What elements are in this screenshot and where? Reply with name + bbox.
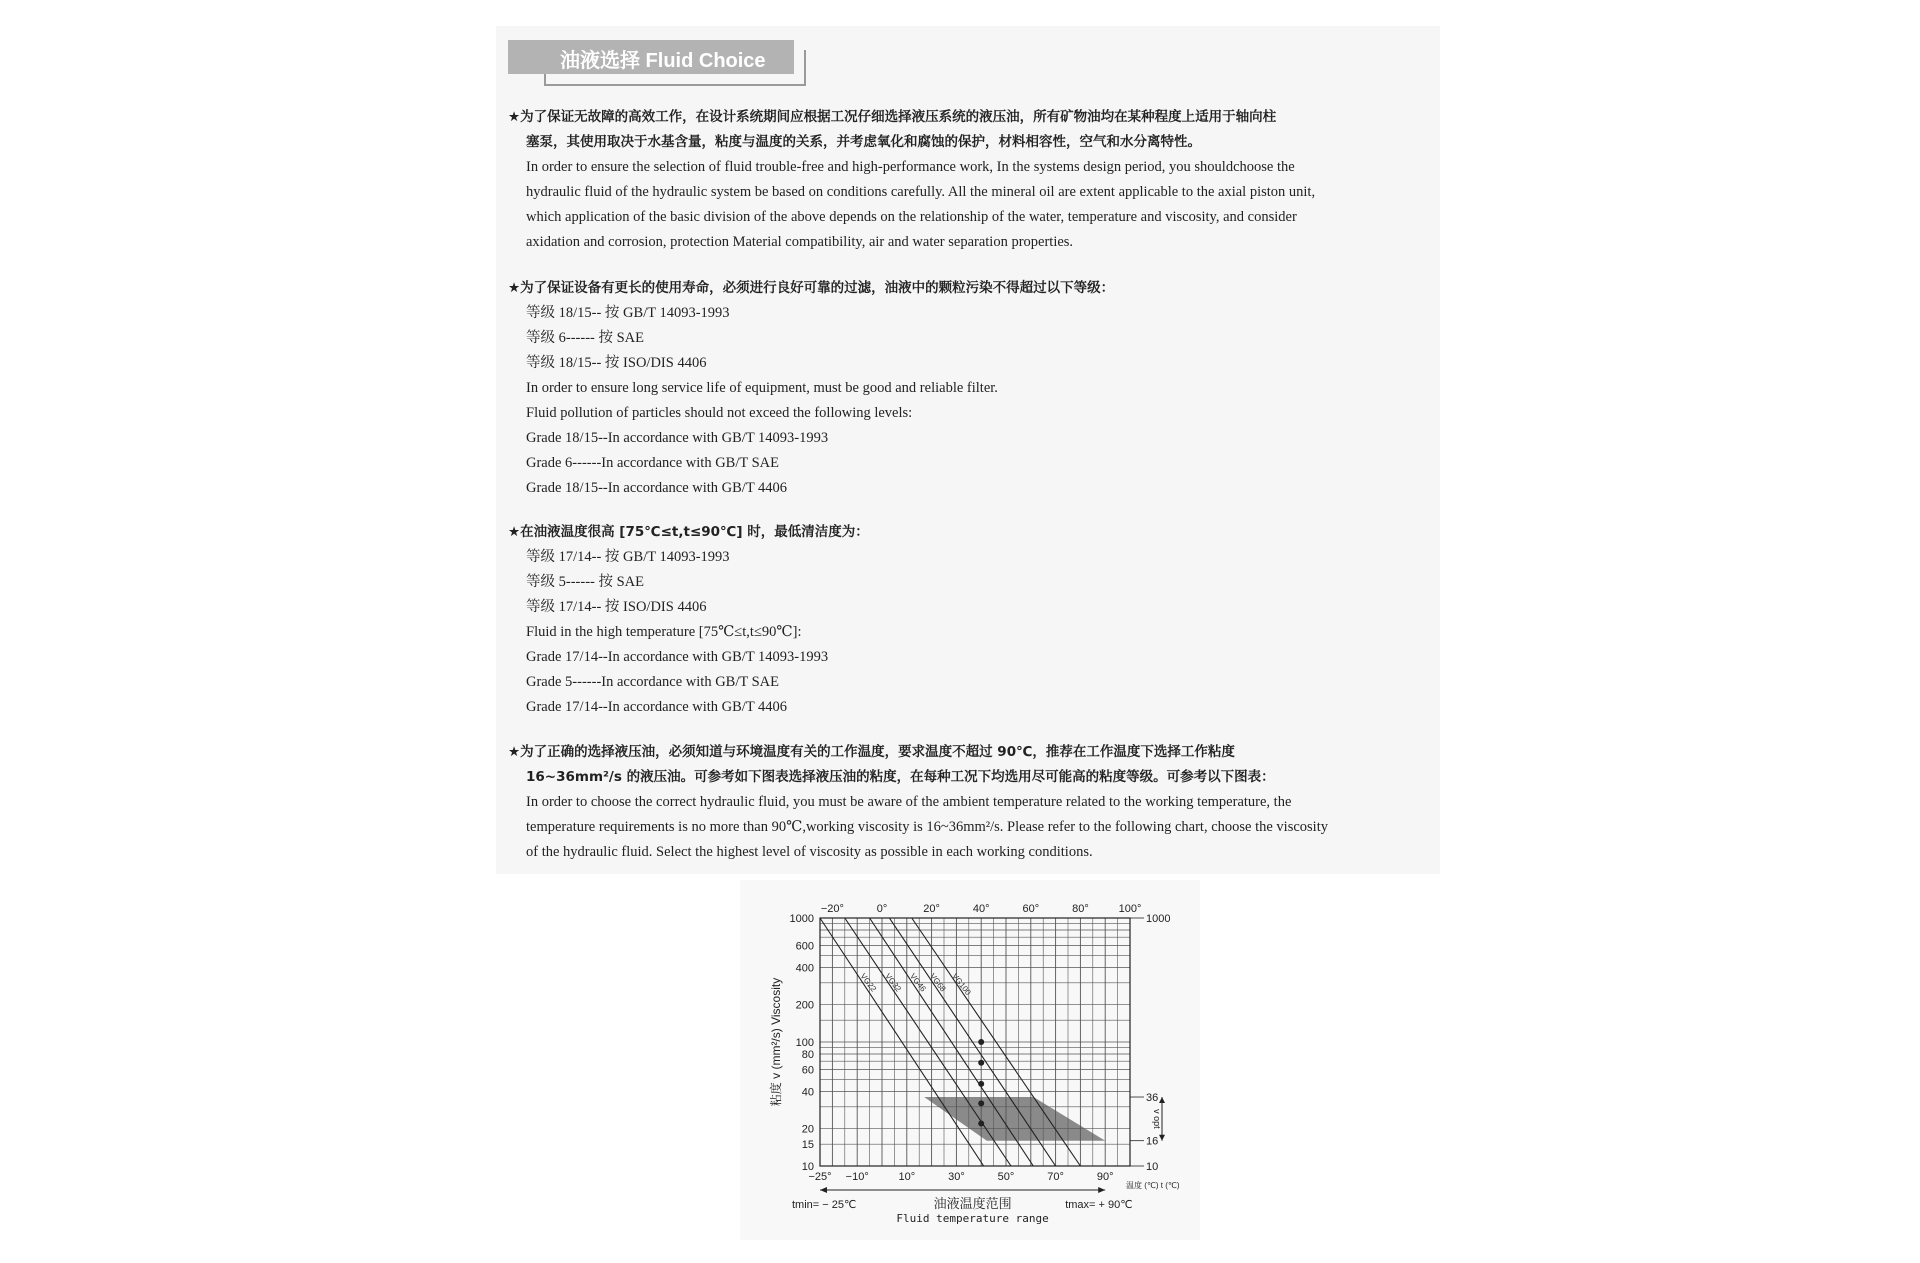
x-tick-label-bottom: 10° <box>898 1171 916 1183</box>
series-label: VG100 <box>950 971 973 997</box>
text-line: which application of the basic division of the above depends on the relationship of the water, temperature and viscosity, and consider <box>526 209 1297 225</box>
y-tick-label: 40 <box>801 1086 814 1099</box>
y-tick-label: 1000 <box>789 913 814 925</box>
data-point <box>978 1100 984 1106</box>
y-tick-label: 200 <box>795 999 814 1012</box>
header-decoration <box>544 84 806 86</box>
paragraph-filtration <box>508 276 1438 501</box>
y-tick-label-right: 10 <box>1146 1161 1159 1173</box>
text-line: ★为了正确的选择液压油，必须知道与环境温度有关的工作温度，要求温度不超过 90℃，推荐在工作温度下选择工作粘度 <box>508 744 1235 760</box>
text-line: 等级 5------ 按 SAE <box>526 574 644 590</box>
data-point <box>978 1081 984 1087</box>
text-line: Fluid in the high temperature [75℃≤t,t≤90℃]: <box>526 624 802 640</box>
series-label: VG32 <box>883 971 903 994</box>
data-point <box>978 1039 984 1045</box>
text-line: Fluid pollution of particles should not exceed the following levels: <box>526 405 913 421</box>
x-tick-label-bottom: 70° <box>1047 1171 1064 1183</box>
range-arrowhead <box>1098 1187 1105 1193</box>
text-line: ★在油液温度很高 [75℃≤t,t≤90℃] 时，最低清洁度为： <box>508 524 869 540</box>
y-tick-label: 600 <box>795 940 814 953</box>
y-tick-label: 60 <box>801 1064 814 1077</box>
x-tick-label-top: −20° <box>820 903 844 915</box>
paragraph-high-temperature <box>508 520 1438 720</box>
x-tick-label-bottom: −10° <box>845 1171 869 1183</box>
text-line: 等级 6------ 按 SAE <box>526 330 644 346</box>
x-axis-title-en: Fluid temperature range <box>896 1212 1049 1225</box>
text-line: 等级 17/14-- 按 ISO/DIS 4406 <box>526 599 707 615</box>
x-tick-label-top: 20° <box>923 903 940 915</box>
x-unit-label: 温度 (℃) t (℃) <box>1126 1181 1180 1190</box>
text-line: 塞泵，其使用取决于水基含量，粘度与温度的关系，并考虑氧化和腐蚀的保护，材料相容性，空气和水分离特性。 <box>526 134 1201 150</box>
text-line: axidation and corrosion, protection Material compatibility, air and water separation properties. <box>526 234 1074 250</box>
y-tick-label: 80 <box>801 1049 814 1062</box>
x-tick-label-top: 100° <box>1118 903 1142 915</box>
y-tick-label: 100 <box>795 1037 814 1049</box>
y-tick-label: 10 <box>801 1161 814 1173</box>
text-line: 等级 18/15-- 按 ISO/DIS 4406 <box>526 355 707 371</box>
text-line: hydraulic fluid of the hydraulic system be based on conditions carefully. All the mineral oil are extent applicable to the axial piston unit, <box>526 184 1316 200</box>
text-line: In order to ensure the selection of fluid trouble-free and high-performance work, In the systems design period, you shouldchoose the <box>526 159 1295 175</box>
header-decoration <box>544 74 546 84</box>
x-tick-label-bottom: 90° <box>1096 1171 1114 1183</box>
text-line: temperature requirements is no more than 90℃,working viscosity is 16~36mm²/s. Please refer to the following chart, choose the viscosity <box>526 819 1328 835</box>
text-line: Grade 17/14--In accordance with GB/T 4406 <box>526 699 788 715</box>
y-tick-label: 15 <box>801 1139 814 1152</box>
section-header <box>508 40 808 86</box>
data-point <box>978 1060 984 1066</box>
chart-svg <box>740 880 1200 1240</box>
x-tick-label-bottom: 30° <box>948 1171 965 1183</box>
x-tick-label-bottom: −25° <box>808 1171 832 1183</box>
series-label: VG46 <box>908 971 928 994</box>
text-line: Grade 6------In accordance with GB/T SAE <box>526 455 779 471</box>
header-decoration <box>804 50 806 84</box>
x-tick-label-bottom: 50° <box>997 1171 1015 1183</box>
range-arrowhead <box>820 1187 827 1193</box>
series-label: VG68 <box>927 971 948 994</box>
text-line: Grade 18/15--In accordance with GB/T 14093-1993 <box>526 430 829 446</box>
paragraph-fluid-selection <box>508 105 1438 255</box>
x-tick-label-top: 0° <box>876 903 888 915</box>
x-tick-label-top: 80° <box>1072 903 1089 915</box>
opt-range-label: v opt <box>1152 1109 1162 1129</box>
text-line: 16~36mm²/s 的液压油。可参考如下图表选择液压油的粘度，在每种工况下均选用尽可能高的粘度等级。可参考以下图表： <box>526 769 1275 785</box>
text-line: In order to choose the correct hydraulic fluid, you must be aware of the ambient temperature related to the working temperature, the <box>526 794 1292 810</box>
text-line: Grade 17/14--In accordance with GB/T 14093-1993 <box>526 649 829 665</box>
t-min-label: tmin= − 25℃ <box>792 1199 857 1211</box>
x-axis-title-cn: 油液温度范围 <box>933 1196 1012 1211</box>
paragraph-viscosity-choice <box>508 740 1438 865</box>
opt-range-arrow <box>1159 1097 1165 1103</box>
optimal-viscosity-band <box>924 1097 1105 1141</box>
y-tick-label: 400 <box>795 962 814 975</box>
y-tick-label-right: 16 <box>1146 1135 1159 1148</box>
x-tick-label-top: 40° <box>972 903 990 915</box>
page-title: 油液选择 Fluid Choice <box>560 50 766 72</box>
text-line: ★为了保证无故障的高效工作，在设计系统期间应根据工况仔细选择液压系统的液压油，所有矿物油均在某种程度上适用于轴向柱 <box>508 109 1277 125</box>
text-line: Grade 18/15--In accordance with GB/T 4406 <box>526 480 788 496</box>
data-point <box>978 1121 984 1127</box>
x-tick-label-top: 60° <box>1022 903 1040 915</box>
series-label: VG22 <box>858 971 879 994</box>
opt-range-arrow <box>1159 1135 1165 1141</box>
text-line: Grade 5------In accordance with GB/T SAE <box>526 674 779 690</box>
text-line: 等级 18/15-- 按 GB/T 14093-1993 <box>526 305 730 321</box>
y-tick-label-right: 1000 <box>1146 913 1171 925</box>
text-line: ★为了保证设备有更长的使用寿命，必须进行良好可靠的过滤，油液中的颗粒污染不得超过以下等级： <box>508 280 1115 296</box>
viscosity-temperature-chart <box>740 880 1200 1240</box>
y-tick-label: 20 <box>801 1123 814 1136</box>
text-line: In order to ensure long service life of equipment, must be good and reliable filter. <box>526 380 998 396</box>
y-tick-label-right: 36 <box>1146 1092 1159 1105</box>
text-line: 等级 17/14-- 按 GB/T 14093-1993 <box>526 549 730 565</box>
t-max-label: tmax= + 90℃ <box>1065 1199 1133 1211</box>
y-axis-title: 粘度 v (mm²/s) Viscosity <box>769 977 783 1107</box>
text-line: of the hydraulic fluid. Select the highest level of viscosity as possible in each working conditions. <box>526 844 1093 860</box>
